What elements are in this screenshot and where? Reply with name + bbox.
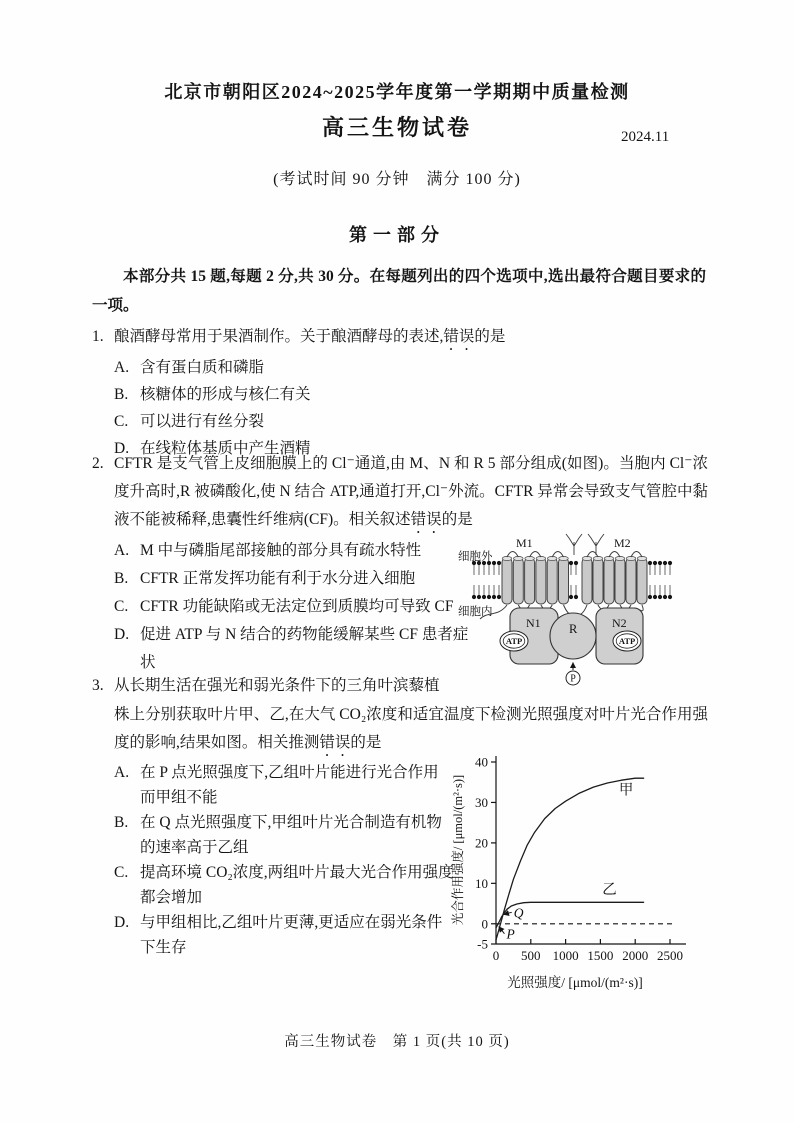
- x-tick-label: 2000: [622, 948, 649, 963]
- option-b: [114, 810, 454, 860]
- stem-emphasis: 错误: [443, 328, 475, 345]
- option-d: [114, 621, 480, 677]
- option-text: CFTR 功能缺陷或无法定位到质膜均可导致 CF: [140, 598, 454, 615]
- stem-emphasis: 错误: [410, 511, 442, 528]
- light-response-chart: [450, 744, 712, 1006]
- diagram-shapes: [472, 534, 672, 685]
- series-label: 甲: [618, 782, 634, 799]
- option-letter: D.: [114, 440, 130, 457]
- stem-text: 的是: [350, 734, 382, 751]
- cftr-membrane-diagram: [456, 531, 700, 687]
- option-text: CFTR 正常发挥功能有利于水分进入细胞: [140, 570, 416, 587]
- option-text: 含有蛋白质和磷脂: [140, 359, 265, 376]
- label-m2-domain: M2: [614, 536, 631, 550]
- annotation-Q: Q: [513, 905, 524, 921]
- option-text: M 中与磷脂尾部接触的部分具有疏水特性: [140, 542, 422, 559]
- annotation-P: P: [506, 926, 515, 942]
- x-tick-label: 500: [521, 948, 541, 963]
- exam-info: (考试时间 90 分钟 满分 100 分): [273, 171, 521, 188]
- stem-text: 从长期生活在强光和弱光条件下的三角叶滨藜植: [114, 677, 440, 694]
- label-phosphate: P: [570, 673, 576, 685]
- option-text: 提高环境 CO₂浓度,两组叶片最大光合作用强度都会增加: [140, 864, 454, 906]
- exam-title: 北京市朝阳区2024~2025学年度第一学期期中质量检测: [164, 82, 630, 102]
- option-c: [114, 593, 480, 621]
- option-c: [114, 860, 454, 910]
- option-d: [114, 910, 454, 960]
- option-a: [114, 760, 454, 810]
- y-tick-label: -5: [477, 936, 488, 952]
- option-letter: B.: [114, 386, 129, 403]
- option-b: [114, 565, 480, 593]
- option-text: 可以进行有丝分裂: [140, 413, 265, 430]
- stem-text: 酿酒酵母常用于果酒制作。关于酿酒酵母的表述,: [114, 328, 444, 345]
- label-n1-domain: N1: [526, 616, 541, 630]
- option-text: 促进 ATP 与 N 结合的药物能缓解某些 CF 患者症状: [140, 626, 469, 671]
- part-one-instructions: 本部分共 15 题,每题 2 分,共 30 分。在每题列出的四个选项中,选出最符合题目要求的一项。: [92, 268, 706, 314]
- option-letter: A.: [114, 542, 130, 559]
- stem-emphasis: 错误: [319, 734, 351, 751]
- question-1: [92, 323, 706, 462]
- exam-date: 2024.11: [621, 129, 670, 145]
- option-text: 在 Q 点光照强度下,甲组叶片光合制造有机物的速率高于乙组: [140, 814, 442, 856]
- part-one-title: 第一部分: [349, 225, 445, 245]
- y-tick-label: 30: [475, 794, 488, 810]
- x-tick-label: 1500: [587, 948, 614, 963]
- option-letter: B.: [114, 570, 129, 587]
- option-text: 与甲组相比,乙组叶片更薄,更适应在弱光条件下生存: [140, 914, 443, 956]
- stem-text: 株上分别获取叶片甲、乙,在大气 CO₂浓度和适宜温度下检测光照强度对叶片光合作用强度的影响,结果如图。相关推测: [114, 705, 708, 751]
- option-a: [114, 354, 706, 381]
- option-letter: D.: [114, 914, 130, 931]
- x-tick-label: 2500: [657, 948, 683, 963]
- y-tick-label: 10: [475, 875, 488, 891]
- option-text: 核糖体的形成与核仁有关: [140, 386, 311, 403]
- option-c: [114, 408, 706, 435]
- option-letter: A.: [114, 764, 130, 781]
- option-letter: A.: [114, 359, 130, 376]
- label-atp-right: ATP: [618, 636, 636, 646]
- x-axis-label: 光照强度/ [μmol/(m²·s)]: [507, 975, 643, 990]
- chart-canvas: [450, 755, 686, 991]
- option-text: 在线粒体基质中产生酒精: [140, 440, 311, 457]
- y-tick-label: 0: [481, 916, 488, 932]
- question-number: 2.: [92, 455, 104, 472]
- label-atp-left: ATP: [505, 636, 523, 646]
- x-tick-label: 0: [492, 948, 500, 963]
- option-text: 在 P 点光照强度下,乙组叶片能进行光合作用而甲组不能: [140, 764, 439, 806]
- option-letter: C.: [114, 598, 129, 615]
- option-letter: C.: [114, 413, 129, 430]
- y-tick-label: 40: [475, 754, 488, 770]
- option-b: [114, 381, 706, 408]
- x-tick-label: 1000: [552, 948, 579, 963]
- question-stem: [114, 450, 708, 537]
- question-number: 3.: [92, 677, 104, 694]
- option-letter: B.: [114, 814, 129, 831]
- option-letter: C.: [114, 864, 129, 881]
- stem-text: 的是: [474, 328, 506, 345]
- option-letter: D.: [114, 626, 130, 643]
- label-intracellular: 细胞内: [458, 606, 493, 618]
- page-footer: 高三生物试卷 第 1 页(共 10 页): [284, 1034, 510, 1050]
- option-a: [114, 537, 480, 565]
- y-axis-label: 光合作用强度/ [μmol/(m²·s)]: [451, 774, 465, 926]
- question-stem: [114, 323, 706, 354]
- series-label: 乙: [602, 881, 617, 898]
- stem-text: CFTR 是支气管上皮细胞膜上的 Cl⁻通道,由 M、N 和 R 5 部分组成(如图)。当胞内 Cl⁻浓度升高时,R 被磷酸化,使 N 结合 ATP,通道打开,Cl⁻外流。CFTR 异常会导致支气管腔中黏液不能被稀释,患囊性纤维病(CF)。相关叙述: [114, 455, 708, 528]
- question-number: 1.: [92, 328, 104, 345]
- label-extracellular: 细胞外: [458, 551, 493, 563]
- paper-title: 高三生物试卷: [321, 115, 472, 140]
- label-r-domain: R: [569, 622, 578, 636]
- y-tick-label: 20: [475, 835, 488, 851]
- label-m1-domain: M1: [516, 536, 533, 550]
- stem-text: 的是: [441, 511, 473, 528]
- label-n2-domain: N2: [612, 616, 627, 630]
